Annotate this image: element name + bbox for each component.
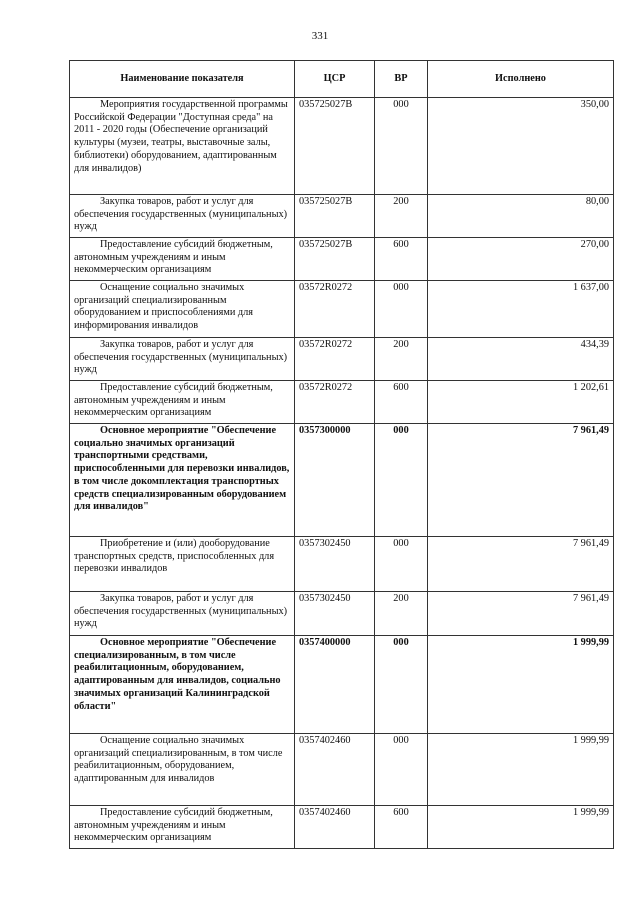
row-amount: 434,39 [428,338,614,381]
row-name: Оснащение социально значимых организаций специализированным оборудованием и приспособлениями для информирования инвалидов [70,281,295,338]
row-vr: 000 [375,636,428,734]
table-row [70,195,614,238]
row-name: Основное мероприятие "Обеспечение социально значимых организаций транспортными средствами, приспособленными для перевозки инвалидов, в том числе докомплектация транспортных средств специализированным оборудованием для инвалидов" [70,424,295,537]
row-csr: 0357302450 [295,537,375,592]
row-vr: 000 [375,281,428,338]
row-csr: 03572R0272 [295,338,375,381]
row-name: Оснащение социально значимых организаций специализированным, в том числе реабилитационным, оборудованием, адаптированным для инвалидов [70,734,295,806]
row-name: Предоставление субсидий бюджетным, автономным учреждениям и иным некоммерческим организациям [70,381,295,424]
table-row [70,281,614,338]
row-amount: 1 999,99 [428,636,614,734]
row-vr: 600 [375,806,428,849]
row-csr: 035725027В [295,98,375,195]
row-vr: 000 [375,734,428,806]
table-header-row [70,61,614,98]
row-csr: 0357402460 [295,806,375,849]
row-vr: 200 [375,592,428,636]
row-amount: 1 999,99 [428,734,614,806]
page-number: 331 [311,30,329,42]
row-vr: 000 [375,424,428,537]
row-csr: 0357402460 [295,734,375,806]
table-row [70,806,614,849]
row-amount: 7 961,49 [428,424,614,537]
table-row [70,424,614,537]
row-vr: 000 [375,98,428,195]
row-amount: 1 637,00 [428,281,614,338]
row-name: Основное мероприятие "Обеспечение специализированным, в том числе реабилитационным, оборудованием, адаптированным для инвалидов, социально значимых организаций Калининградской области" [70,636,295,734]
row-csr: 035725027В [295,195,375,238]
table-row [70,537,614,592]
row-csr: 0357302450 [295,592,375,636]
header-name: Наименование показателя [70,61,295,98]
row-csr: 03572R0272 [295,281,375,338]
header-amount: Исполнено [428,61,614,98]
row-amount: 1 202,61 [428,381,614,424]
row-name: Предоставление субсидий бюджетным, автономным учреждениям и иным некоммерческим организациям [70,238,295,281]
row-amount: 7 961,49 [428,592,614,636]
row-vr: 200 [375,338,428,381]
row-name: Предоставление субсидий бюджетным, автономным учреждениям и иным некоммерческим организациям [70,806,295,849]
row-csr: 035725027В [295,238,375,281]
table-row [70,338,614,381]
row-amount: 80,00 [428,195,614,238]
header-csr: ЦСР [295,61,375,98]
row-name: Закупка товаров, работ и услуг для обеспечения государственных (муниципальных) нужд [70,592,295,636]
table-row [70,98,614,195]
budget-execution-table [69,60,614,849]
table-row [70,381,614,424]
row-name: Приобретение и (или) дооборудование транспортных средств, приспособленных для перевозки инвалидов [70,537,295,592]
row-vr: 600 [375,381,428,424]
row-csr: 0357400000 [295,636,375,734]
table-row [70,238,614,281]
row-vr: 000 [375,537,428,592]
row-amount: 7 961,49 [428,537,614,592]
row-csr: 03572R0272 [295,381,375,424]
row-name: Закупка товаров, работ и услуг для обеспечения государственных (муниципальных) нужд [70,338,295,381]
row-amount: 350,00 [428,98,614,195]
table-row [70,592,614,636]
row-name: Закупка товаров, работ и услуг для обеспечения государственных (муниципальных) нужд [70,195,295,238]
row-csr: 0357300000 [295,424,375,537]
row-vr: 600 [375,238,428,281]
table-row [70,734,614,806]
row-vr: 200 [375,195,428,238]
row-amount: 1 999,99 [428,806,614,849]
row-amount: 270,00 [428,238,614,281]
table-row [70,636,614,734]
header-vr: ВР [375,61,428,98]
row-name: Мероприятия государственной программы Российской Федерации "Доступная среда" на 2011 - 2020 годы (Обеспечение организаций культуры (музеи, театры, выставочные залы, библиотеки) оборудованием, адаптированным для инвалидов) [70,98,295,195]
